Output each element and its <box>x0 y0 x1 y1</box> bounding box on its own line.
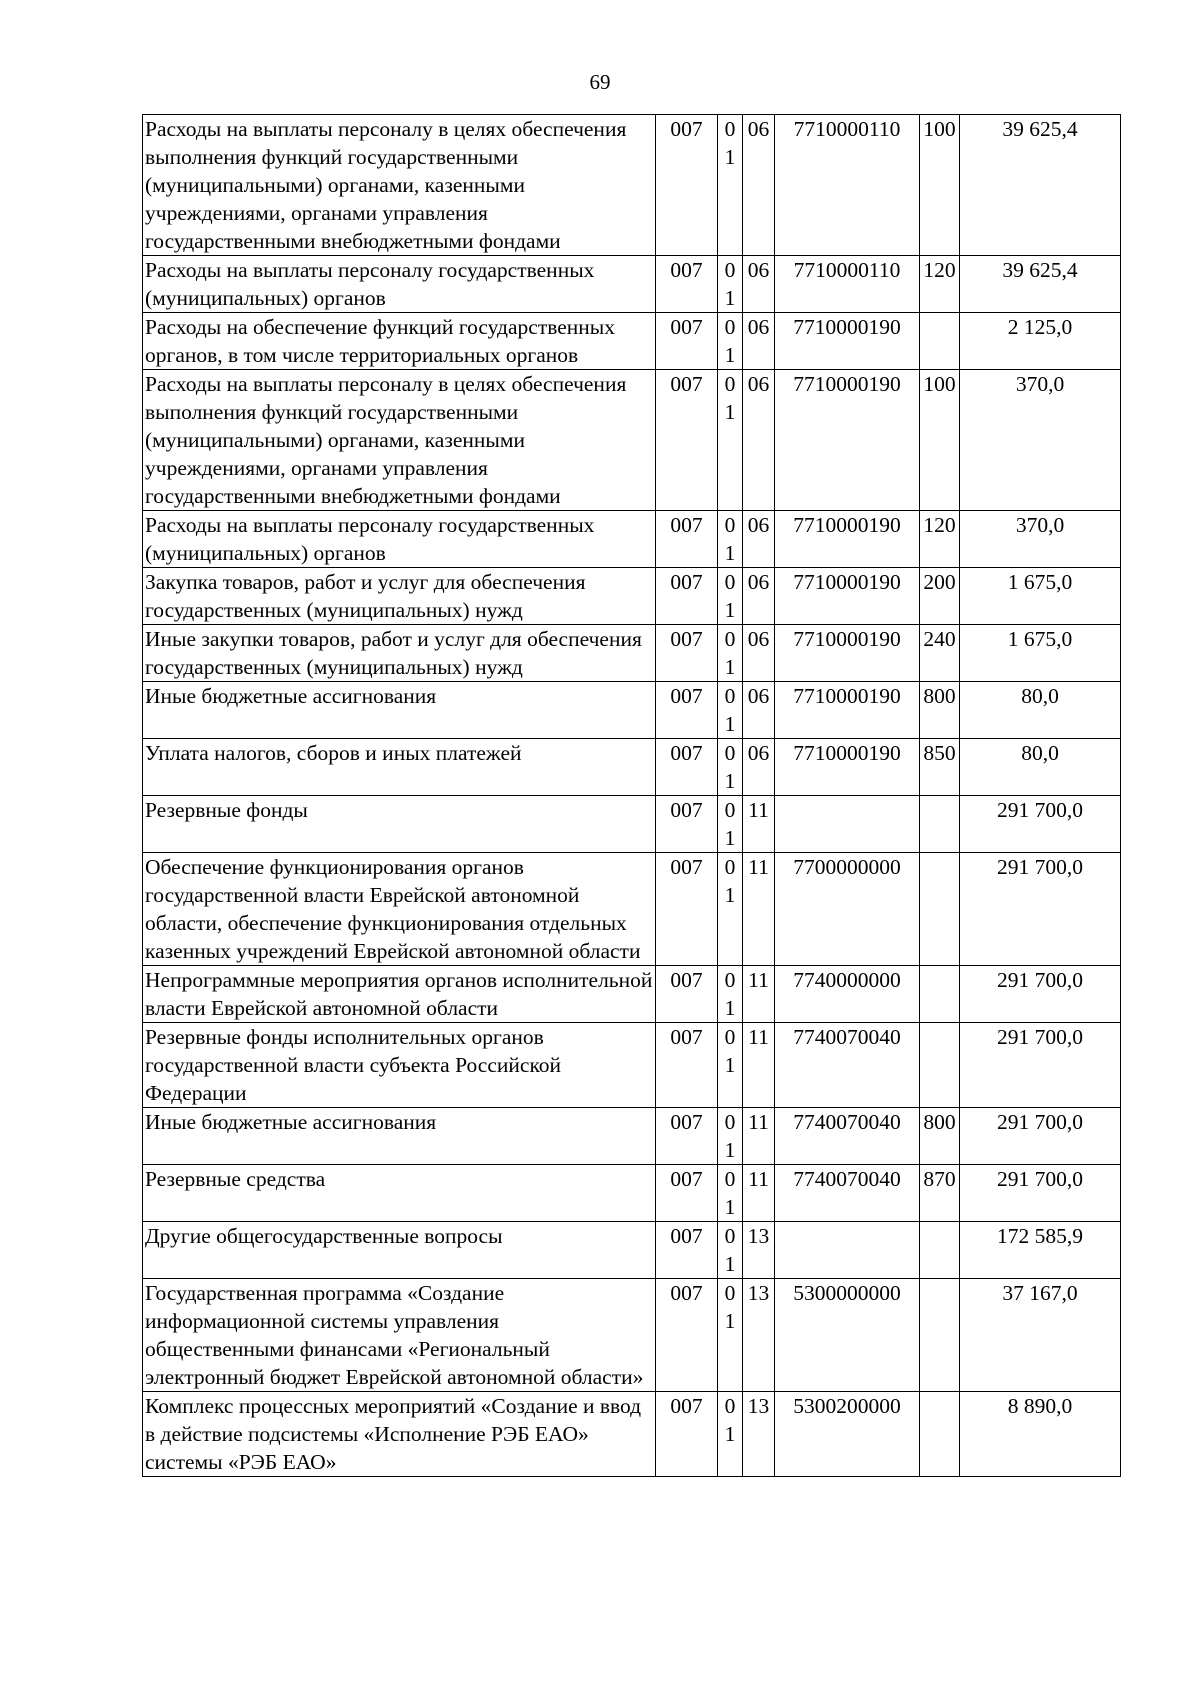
department-code-cell: 007 <box>656 739 718 796</box>
amount-cell: 2 125,0 <box>960 313 1121 370</box>
amount-cell: 370,0 <box>960 511 1121 568</box>
subsection-code-cell: 11 <box>743 1023 775 1108</box>
expense-type-code-cell: 240 <box>920 625 960 682</box>
subsection-code-cell: 06 <box>743 739 775 796</box>
subsection-code-cell: 06 <box>743 568 775 625</box>
table-row <box>143 1279 1121 1392</box>
section-code-cell: 01 <box>718 115 743 256</box>
subsection-code-cell: 06 <box>743 511 775 568</box>
table-row <box>143 256 1121 313</box>
expense-name-cell: Закупка товаров, работ и услуг для обеспечения государственных (муниципальных) нужд <box>143 568 656 625</box>
budget-table <box>142 114 1121 1477</box>
expense-name-cell: Комплекс процессных мероприятий «Создание и ввод в действие подсистемы «Исполнение РЭБ ЕАО» системы «РЭБ ЕАО» <box>143 1392 656 1477</box>
expense-type-code-cell: 200 <box>920 568 960 625</box>
target-article-code-cell: 7700000000 <box>775 853 920 966</box>
subsection-code-cell: 13 <box>743 1279 775 1392</box>
target-article-code-cell: 7710000190 <box>775 739 920 796</box>
amount-cell: 291 700,0 <box>960 1108 1121 1165</box>
subsection-code-cell: 13 <box>743 1392 775 1477</box>
target-article-code-cell: 7740000000 <box>775 966 920 1023</box>
target-article-code-cell: 5300000000 <box>775 1279 920 1392</box>
subsection-code-cell: 11 <box>743 796 775 853</box>
target-article-code-cell: 7740070040 <box>775 1108 920 1165</box>
target-article-code-cell: 7710000110 <box>775 256 920 313</box>
expense-name-cell: Резервные средства <box>143 1165 656 1222</box>
page-number: 69 <box>589 70 611 94</box>
amount-cell: 370,0 <box>960 370 1121 511</box>
expense-type-code-cell: 800 <box>920 1108 960 1165</box>
subsection-code-cell: 11 <box>743 1108 775 1165</box>
subsection-code-cell: 11 <box>743 966 775 1023</box>
table-row <box>143 739 1121 796</box>
expense-name-cell: Резервные фонды исполнительных органов государственной власти субъекта Российской Федерации <box>143 1023 656 1108</box>
expense-name-cell: Непрограммные мероприятия органов исполнительной власти Еврейской автономной области <box>143 966 656 1023</box>
target-article-code-cell: 7710000190 <box>775 370 920 511</box>
amount-cell: 1 675,0 <box>960 568 1121 625</box>
department-code-cell: 007 <box>656 511 718 568</box>
target-article-code-cell <box>775 796 920 853</box>
expense-type-code-cell <box>920 1279 960 1392</box>
expense-type-code-cell: 100 <box>920 370 960 511</box>
target-article-code-cell: 7710000110 <box>775 115 920 256</box>
expense-name-cell: Уплата налогов, сборов и иных платежей <box>143 739 656 796</box>
department-code-cell: 007 <box>656 313 718 370</box>
subsection-code-cell: 11 <box>743 1165 775 1222</box>
amount-cell: 8 890,0 <box>960 1392 1121 1477</box>
section-code-cell: 01 <box>718 511 743 568</box>
department-code-cell: 007 <box>656 1392 718 1477</box>
target-article-code-cell: 7710000190 <box>775 625 920 682</box>
amount-cell: 39 625,4 <box>960 256 1121 313</box>
expense-name-cell: Расходы на выплаты персоналу в целях обеспечения выполнения функций государственными (муниципальными) органами, казенными учреждениями, органами управления государственными внебюджетными фондами <box>143 115 656 256</box>
department-code-cell: 007 <box>656 568 718 625</box>
amount-cell: 80,0 <box>960 739 1121 796</box>
expense-type-code-cell <box>920 1023 960 1108</box>
target-article-code-cell: 7710000190 <box>775 511 920 568</box>
department-code-cell: 007 <box>656 370 718 511</box>
section-code-cell: 01 <box>718 1279 743 1392</box>
section-code-cell: 01 <box>718 796 743 853</box>
section-code-cell: 01 <box>718 568 743 625</box>
subsection-code-cell: 06 <box>743 370 775 511</box>
section-code-cell: 01 <box>718 625 743 682</box>
expense-name-cell: Расходы на обеспечение функций государственных органов, в том числе территориальных органов <box>143 313 656 370</box>
section-code-cell: 01 <box>718 1023 743 1108</box>
subsection-code-cell: 06 <box>743 115 775 256</box>
amount-cell: 291 700,0 <box>960 853 1121 966</box>
department-code-cell: 007 <box>656 1108 718 1165</box>
subsection-code-cell: 06 <box>743 313 775 370</box>
section-code-cell: 01 <box>718 1222 743 1279</box>
table-row <box>143 313 1121 370</box>
expense-name-cell: Резервные фонды <box>143 796 656 853</box>
department-code-cell: 007 <box>656 625 718 682</box>
subsection-code-cell: 06 <box>743 256 775 313</box>
target-article-code-cell: 7710000190 <box>775 682 920 739</box>
expense-name-cell: Иные закупки товаров, работ и услуг для обеспечения государственных (муниципальных) нужд <box>143 625 656 682</box>
expense-name-cell: Иные бюджетные ассигнования <box>143 1108 656 1165</box>
department-code-cell: 007 <box>656 1165 718 1222</box>
expense-type-code-cell <box>920 853 960 966</box>
expense-type-code-cell <box>920 1392 960 1477</box>
expense-type-code-cell: 850 <box>920 739 960 796</box>
target-article-code-cell: 7710000190 <box>775 568 920 625</box>
target-article-code-cell: 7740070040 <box>775 1023 920 1108</box>
expense-name-cell: Расходы на выплаты персоналу в целях обеспечения выполнения функций государственными (муниципальными) органами, казенными учреждениями, органами управления государственными внебюджетными фондами <box>143 370 656 511</box>
table-row <box>143 1023 1121 1108</box>
subsection-code-cell: 06 <box>743 625 775 682</box>
section-code-cell: 01 <box>718 966 743 1023</box>
department-code-cell: 007 <box>656 966 718 1023</box>
section-code-cell: 01 <box>718 1392 743 1477</box>
target-article-code-cell: 5300200000 <box>775 1392 920 1477</box>
table-row <box>143 625 1121 682</box>
amount-cell: 291 700,0 <box>960 796 1121 853</box>
table-row <box>143 511 1121 568</box>
section-code-cell: 01 <box>718 370 743 511</box>
amount-cell: 291 700,0 <box>960 966 1121 1023</box>
section-code-cell: 01 <box>718 853 743 966</box>
department-code-cell: 007 <box>656 1279 718 1392</box>
expense-name-cell: Другие общегосударственные вопросы <box>143 1222 656 1279</box>
table-row <box>143 1165 1121 1222</box>
section-code-cell: 01 <box>718 1165 743 1222</box>
amount-cell: 37 167,0 <box>960 1279 1121 1392</box>
expense-type-code-cell <box>920 313 960 370</box>
department-code-cell: 007 <box>656 115 718 256</box>
expense-name-cell: Обеспечение функционирования органов государственной власти Еврейской автономной области, обеспечение функционирования отдельных казенных учреждений Еврейской автономной области <box>143 853 656 966</box>
table-row <box>143 1108 1121 1165</box>
table-row <box>143 370 1121 511</box>
expense-type-code-cell <box>920 966 960 1023</box>
section-code-cell: 01 <box>718 313 743 370</box>
department-code-cell: 007 <box>656 1023 718 1108</box>
table-row <box>143 1392 1121 1477</box>
table-row <box>143 682 1121 739</box>
expense-type-code-cell <box>920 796 960 853</box>
amount-cell: 291 700,0 <box>960 1165 1121 1222</box>
department-code-cell: 007 <box>656 853 718 966</box>
table-row <box>143 115 1121 256</box>
table-row <box>143 796 1121 853</box>
expense-name-cell: Иные бюджетные ассигнования <box>143 682 656 739</box>
amount-cell: 80,0 <box>960 682 1121 739</box>
expense-name-cell: Расходы на выплаты персоналу государственных (муниципальных) органов <box>143 511 656 568</box>
department-code-cell: 007 <box>656 256 718 313</box>
subsection-code-cell: 06 <box>743 682 775 739</box>
section-code-cell: 01 <box>718 256 743 313</box>
amount-cell: 291 700,0 <box>960 1023 1121 1108</box>
section-code-cell: 01 <box>718 682 743 739</box>
expense-type-code-cell: 120 <box>920 256 960 313</box>
department-code-cell: 007 <box>656 682 718 739</box>
expense-type-code-cell: 100 <box>920 115 960 256</box>
target-article-code-cell: 7740070040 <box>775 1165 920 1222</box>
table-row <box>143 966 1121 1023</box>
table-row <box>143 1222 1121 1279</box>
subsection-code-cell: 11 <box>743 853 775 966</box>
target-article-code-cell <box>775 1222 920 1279</box>
subsection-code-cell: 13 <box>743 1222 775 1279</box>
expense-type-code-cell: 120 <box>920 511 960 568</box>
target-article-code-cell: 7710000190 <box>775 313 920 370</box>
section-code-cell: 01 <box>718 1108 743 1165</box>
amount-cell: 39 625,4 <box>960 115 1121 256</box>
table-row <box>143 568 1121 625</box>
expense-type-code-cell: 870 <box>920 1165 960 1222</box>
expense-name-cell: Расходы на выплаты персоналу государственных (муниципальных) органов <box>143 256 656 313</box>
expense-type-code-cell <box>920 1222 960 1279</box>
department-code-cell: 007 <box>656 1222 718 1279</box>
section-code-cell: 01 <box>718 739 743 796</box>
amount-cell: 172 585,9 <box>960 1222 1121 1279</box>
table-row <box>143 853 1121 966</box>
amount-cell: 1 675,0 <box>960 625 1121 682</box>
department-code-cell: 007 <box>656 796 718 853</box>
expense-type-code-cell: 800 <box>920 682 960 739</box>
expense-name-cell: Государственная программа «Создание информационной системы управления общественными финансами «Региональный электронный бюджет Еврейской автономной области» <box>143 1279 656 1392</box>
